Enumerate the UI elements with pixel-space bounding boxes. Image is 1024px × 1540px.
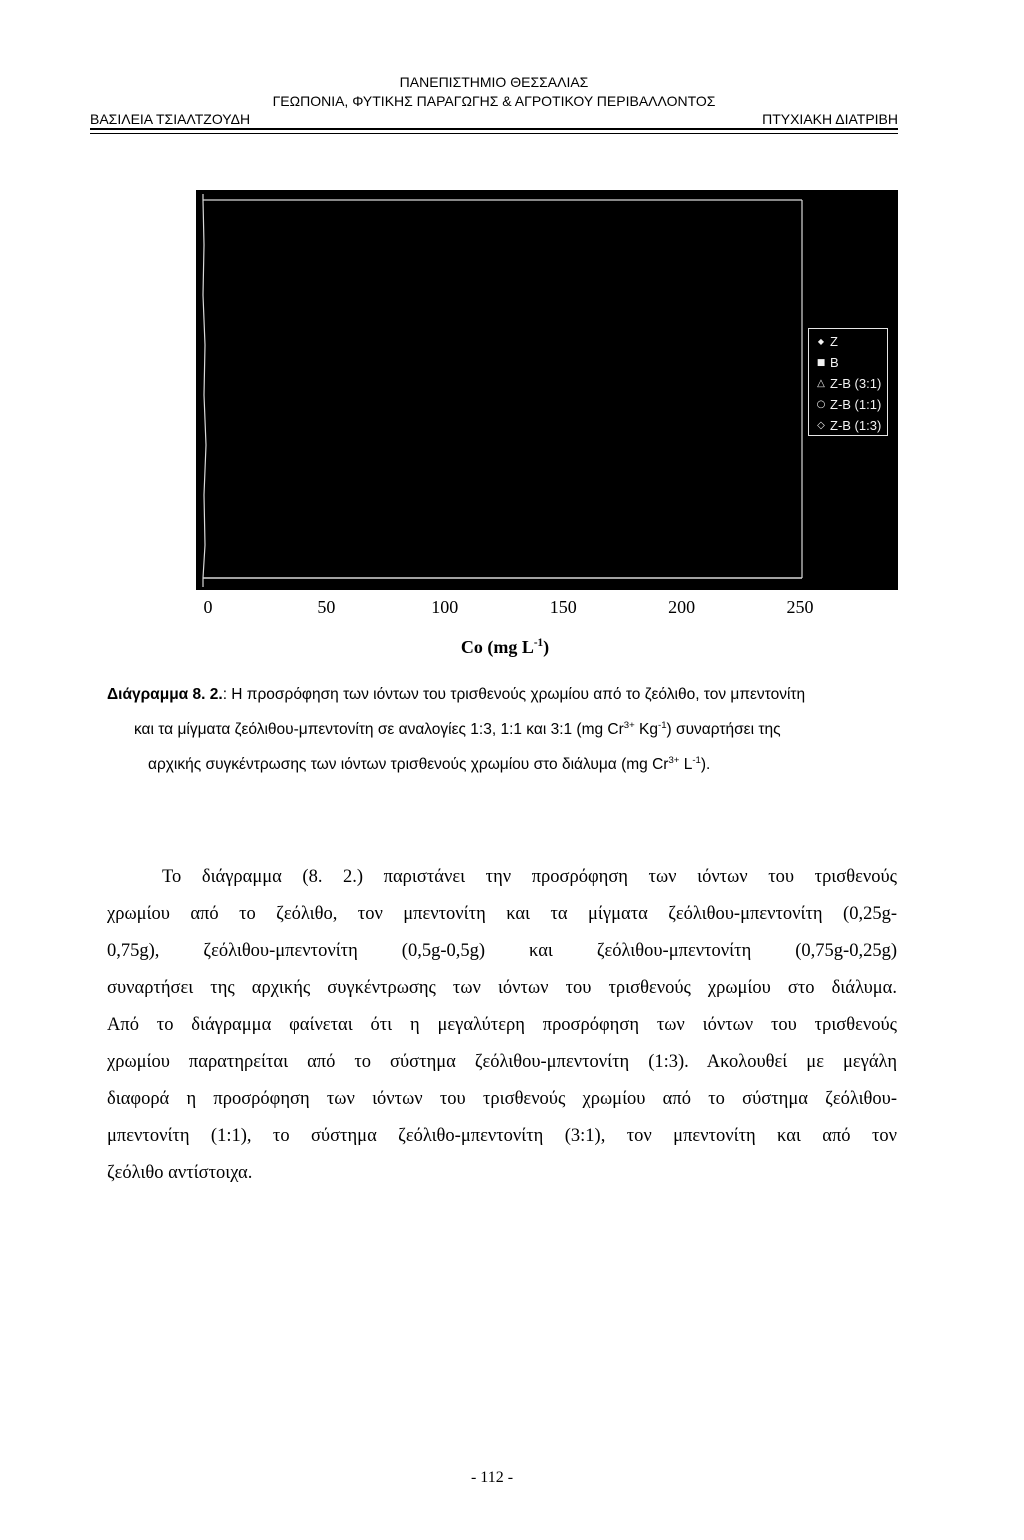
filled-square-icon	[815, 352, 827, 374]
x-tick-label: 250	[786, 597, 814, 617]
header-department: ΓΕΩΠΟΝΙΑ, ΦΥΤΙΚΗΣ ΠΑΡΑΓΩΓΗΣ & ΑΓΡΟΤΙΚΟΥ ΠΕΡΙΒΑΛΛΟΝΤΟΣ	[272, 93, 716, 109]
paragraph-line: συναρτήσει της αρχικής συγκέντρωσης των ιόντων του τρισθενούς χρωμίου στο διάλυμα.	[107, 978, 897, 998]
legend-item-zb-3-1	[809, 373, 887, 394]
legend-label: Z-B (1:3)	[830, 418, 882, 433]
x-tick-label: 150	[549, 597, 577, 617]
legend-item-b	[809, 352, 887, 373]
paragraph-line: χρωμίου από το ζεόλιθο, τον μπεντονίτη και τα μίγματα ζεόλιθου-μπεντονίτη (0,25g-	[107, 904, 897, 924]
caption-text: και τα μίγματα ζεόλιθου-μπεντονίτη σε αναλογίες 1:3, 1:1 και 3:1 (mg Cr	[134, 721, 624, 738]
paragraph-line: ζεόλιθο αντίστοιχα.	[107, 1163, 253, 1183]
open-diamond-icon	[815, 415, 827, 436]
caption-sup: 3+	[623, 719, 635, 731]
x-tick-label: 0	[203, 597, 213, 617]
x-axis-label-close: )	[543, 637, 550, 657]
paragraph-line: 0,75g), ζεόλιθου-μπεντονίτη (0,5g-0,5g) και ζεόλιθου-μπεντονίτη (0,75g-0,25g)	[107, 941, 897, 961]
header-author: ΒΑΣΙΛΕΙΑ ΤΣΙΑΛΤΖΟΥΔΗ	[90, 111, 251, 127]
x-axis-label	[300, 636, 710, 658]
paragraph-line: χρωμίου παρατηρείται από το σύστημα ζεόλιθου-μπεντονίτη (1:3). Ακολουθεί με μεγάλη	[107, 1052, 897, 1072]
legend-label: Z	[830, 334, 838, 349]
paragraph-line: Το διάγραμμα (8. 2.) παριστάνει την προσρόφηση των ιόντων του τρισθενούς	[162, 867, 897, 887]
x-tick-label: 200	[668, 597, 696, 617]
figure-caption-line-3	[148, 755, 710, 775]
caption-text: : Η προσρόφηση των ιόντων του τρισθενούς χρωμίου από το ζεόλιθο, τον μπεντονίτη	[222, 686, 806, 703]
figure-caption-label: Διάγραμμα 8. 2.	[107, 686, 223, 703]
open-triangle-icon	[815, 373, 827, 394]
caption-sup: -1	[658, 719, 667, 731]
legend-item-zb-1-1	[809, 394, 887, 415]
header-university: ΠΑΝΕΠΙΣΤΗΜΙΟ ΘΕΣΣΑΛΙΑΣ	[399, 74, 589, 90]
caption-text: Kg	[634, 721, 659, 738]
header-rule-thick	[90, 128, 898, 130]
caption-text: αρχικής συγκέντρωσης των ιόντων τρισθενούς χρωμίου στο διάλυμα (mg Cr	[148, 756, 669, 773]
body-paragraph	[107, 865, 897, 1185]
paragraph-line: διαφορά η προσρόφηση των ιόντων του τρισθενούς χρωμίου από το σύστημα ζεόλιθου-	[107, 1089, 897, 1109]
x-tick-label: 100	[431, 597, 459, 617]
caption-text: L	[679, 756, 693, 773]
caption-text: ).	[700, 756, 711, 773]
paragraph-line: μπεντονίτη (1:1), το σύστημα ζεόλιθο-μπεντονίτη (3:1), τον μπεντονίτη και από τον	[107, 1126, 897, 1146]
caption-text: ) συναρτήσει της	[666, 721, 781, 738]
x-tick-label: 50	[317, 597, 336, 617]
chart	[180, 185, 910, 600]
legend-item-z	[809, 331, 887, 352]
figure-caption-line-2	[134, 720, 781, 740]
figure-caption-line-1	[107, 685, 805, 705]
legend-label: Z-B (1:1)	[830, 397, 882, 412]
paragraph-line: Από το διάγραμμα φαίνεται ότι η μεγαλύτερη προσρόφηση των ιόντων του τρισθενούς	[107, 1015, 897, 1035]
plot-background	[196, 190, 898, 590]
x-axis-label-sup: -1	[533, 637, 544, 649]
filled-diamond-icon	[815, 331, 827, 352]
legend-item-zb-1-3	[809, 415, 887, 436]
x-axis-label-text: Co (mg L	[460, 637, 534, 657]
caption-sup: 3+	[668, 754, 680, 766]
header-rule-thin	[90, 133, 898, 134]
open-circle-icon	[815, 394, 827, 415]
legend-label: B	[830, 355, 839, 370]
legend-label: Z-B (3:1)	[830, 376, 882, 391]
caption-sup: -1	[692, 754, 701, 766]
header-doc-type: ΠΤΥΧΙΑΚΗ ΔΙΑΤΡΙΒΗ	[762, 111, 898, 127]
page-number: - 112 -	[470, 1469, 514, 1486]
chart-legend	[808, 328, 888, 436]
